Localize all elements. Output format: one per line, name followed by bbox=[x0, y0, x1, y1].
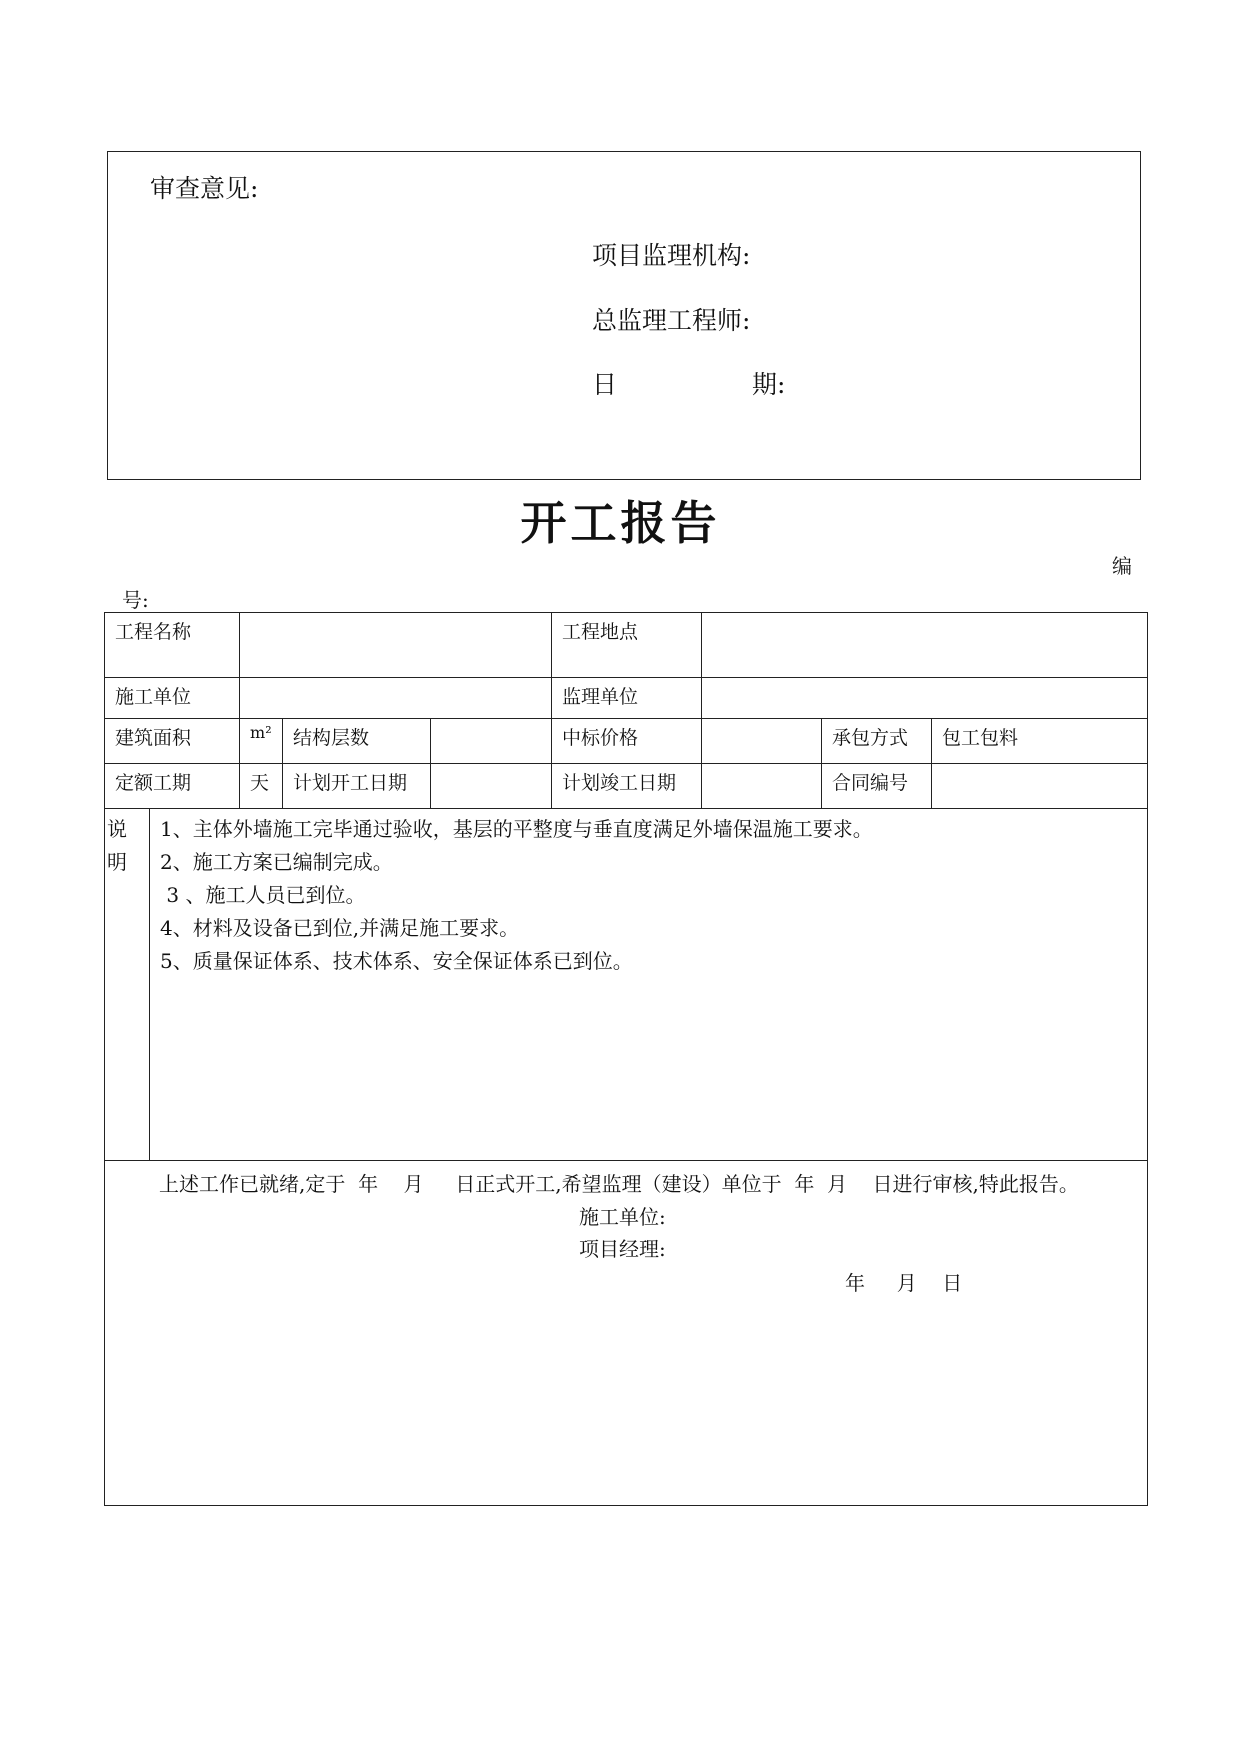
supervision-unit-value[interactable] bbox=[702, 678, 1148, 719]
project-location-value[interactable] bbox=[702, 613, 1148, 678]
planned-finish-label: 计划竣工日期 bbox=[552, 764, 702, 809]
structure-floors-label: 结构层数 bbox=[283, 719, 431, 764]
review-opinion-label: 审查意见: bbox=[150, 174, 259, 203]
form-row-notes bbox=[105, 809, 1148, 1161]
note-item: 4、材料及设备已到位,并满足施工要求。 bbox=[160, 916, 520, 940]
note-item: 5、质量保证体系、技术体系、安全保证体系已到位。 bbox=[160, 949, 633, 973]
contract-no-label: 合同编号 bbox=[822, 764, 932, 809]
serial-label-part1: 编 bbox=[1112, 554, 1132, 578]
project-location-label: 工程地点 bbox=[552, 613, 702, 678]
form-row-footer bbox=[105, 1161, 1148, 1506]
footer-cell bbox=[105, 1161, 1148, 1506]
review-section bbox=[107, 151, 1141, 480]
contract-no-value[interactable] bbox=[932, 764, 1148, 809]
supervision-org-label: 项目监理机构: bbox=[592, 241, 751, 270]
quota-period-label: 定额工期 bbox=[105, 764, 240, 809]
notes-label-char-2: 明 bbox=[107, 850, 127, 874]
note-item: 1、主体外墙施工完毕通过验收，基层的平整度与垂直度满足外墙保温施工要求。 bbox=[160, 817, 873, 841]
serial-label-part2: 号: bbox=[122, 588, 149, 612]
planned-start-label: 计划开工日期 bbox=[283, 764, 431, 809]
notes-content bbox=[150, 809, 1148, 1161]
construction-unit-value[interactable] bbox=[240, 678, 552, 719]
footer-statement: 上述工作已就绪,定于 年 月 日正式开工,希望监理（建设）单位于 年 月 日进行审核,特此报告。 bbox=[159, 1172, 1079, 1196]
day-unit: 天 bbox=[240, 764, 283, 809]
document-title: 开工报告 bbox=[520, 496, 721, 550]
bid-price-label: 中标价格 bbox=[552, 719, 702, 764]
form-row-project bbox=[105, 613, 1148, 678]
construction-unit-label: 施工单位 bbox=[105, 678, 240, 719]
notes-label-char-1: 说 bbox=[107, 817, 127, 841]
project-name-value[interactable] bbox=[240, 613, 552, 678]
structure-floors-value[interactable] bbox=[431, 719, 552, 764]
footer-construction-unit-label: 施工单位: bbox=[579, 1205, 666, 1229]
project-name-label: 工程名称 bbox=[105, 613, 240, 678]
footer-date: 年 月 日 bbox=[845, 1271, 963, 1295]
note-item: 3 、施工人员已到位。 bbox=[160, 883, 366, 907]
planned-start-value[interactable] bbox=[431, 764, 552, 809]
planned-finish-value[interactable] bbox=[702, 764, 822, 809]
form-row-period bbox=[105, 764, 1148, 809]
contract-method-value[interactable]: 包工包料 bbox=[932, 719, 1148, 764]
contract-method-label: 承包方式 bbox=[822, 719, 932, 764]
note-item: 2、施工方案已编制完成。 bbox=[160, 850, 393, 874]
review-date-ri: 日 bbox=[592, 370, 618, 399]
start-report-form bbox=[104, 612, 1148, 1506]
bid-price-value[interactable] bbox=[702, 719, 822, 764]
area-unit: m² bbox=[240, 719, 283, 764]
building-area-label: 建筑面积 bbox=[105, 719, 240, 764]
form-row-area bbox=[105, 719, 1148, 764]
supervision-unit-label: 监理单位 bbox=[552, 678, 702, 719]
review-date-qi: 期: bbox=[752, 370, 786, 399]
footer-project-manager-label: 项目经理: bbox=[579, 1237, 666, 1261]
form-row-units bbox=[105, 678, 1148, 719]
chief-engineer-label: 总监理工程师: bbox=[592, 306, 751, 335]
notes-label bbox=[105, 809, 150, 1161]
